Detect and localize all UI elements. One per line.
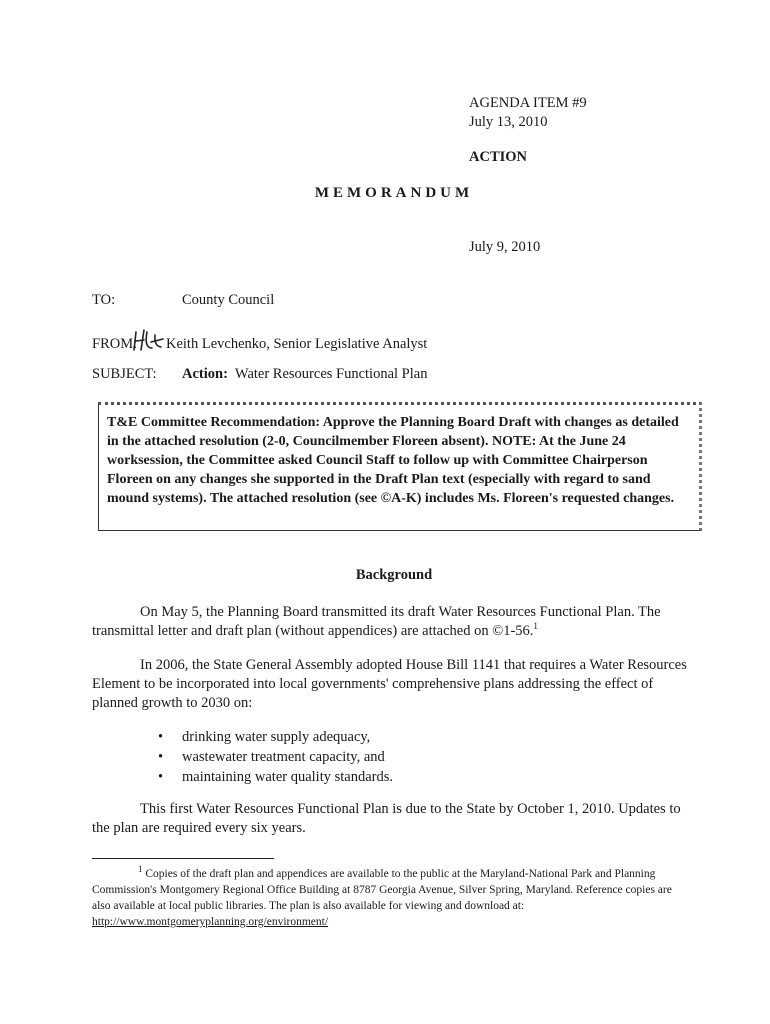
subject-value: Water Resources Functional Plan <box>234 366 428 382</box>
committee-recommendation-box <box>98 402 702 531</box>
from-line <box>92 328 427 359</box>
footnote-reference: 1 <box>533 621 538 632</box>
to-line <box>92 292 274 309</box>
recommendation-text: T&E Committee Recommendation: Approve the Planning Board Draft with changes as detailed in the attached resolution (2-0, Councilmember Floreen absent). NOTE: At the June 24 worksession, the Committee asked Council Staff to follow up with Committee Chairperson Floreen on any changes she supported in the Draft Plan text (especially with regard to sand mound systems). The attached resolution (see ©A-K) includes Ms. Floreen's requested changes. <box>107 415 679 506</box>
agenda-item: AGENDA ITEM #9 <box>469 95 587 111</box>
list-item: • drinking water supply adequacy, <box>158 727 393 747</box>
footnote-text: Copies of the draft plan and appendices are available to the public at the Maryland-National Park and Planning Commission's Montgomery Regional Office Building at 8787 Georgia Avenue, Silver Spring, Maryland. Reference copies are also available at local public libraries. The plan is also available for viewing and download at: <box>92 868 672 912</box>
list-item: • maintaining water quality standards. <box>158 767 393 787</box>
footnote-link[interactable]: http://www.montgomeryplanning.org/environment/ <box>92 916 329 928</box>
handwritten-initials <box>130 328 166 359</box>
agenda-block <box>469 94 587 132</box>
subject-line <box>92 366 427 383</box>
agenda-date: July 13, 2010 <box>469 114 548 130</box>
background-heading: Background <box>355 567 433 583</box>
from-value: Keith Levchenko, Senior Legislative Analyst <box>166 336 428 352</box>
memo-date: July 9, 2010 <box>469 239 541 255</box>
from-label: FROM: <box>92 336 138 352</box>
subject-action-label: Action: <box>182 366 228 382</box>
memo-title: MEMORANDUM <box>314 185 474 201</box>
background-paragraph-2: In 2006, the State General Assembly adopted House Bill 1141 that requires a Water Resources Element to be incorporated into local governments' comprehensive plans addressing the effect of planned growth to 2030 on: <box>92 657 687 711</box>
footnote <box>92 866 692 930</box>
background-paragraph-1: On May 5, the Planning Board transmitted its draft Water Resources Functional Plan. The transmittal letter and draft plan (without appendices) are attached on ©1-56.$^1$ <box>92 604 661 639</box>
bullet-list <box>158 727 393 787</box>
footnote-marker: 1 <box>138 864 143 875</box>
subject-label: SUBJECT: <box>92 366 157 382</box>
action-label: ACTION <box>469 149 528 165</box>
list-item: • wastewater treatment capacity, and <box>158 747 393 767</box>
background-paragraph-3: This first Water Resources Functional Plan is due to the State by October 1, 2010. Updates to the plan are required every six years. <box>92 801 681 836</box>
to-value: County Council <box>182 292 275 308</box>
footnote-divider <box>92 858 274 859</box>
to-label: TO: <box>92 292 116 308</box>
